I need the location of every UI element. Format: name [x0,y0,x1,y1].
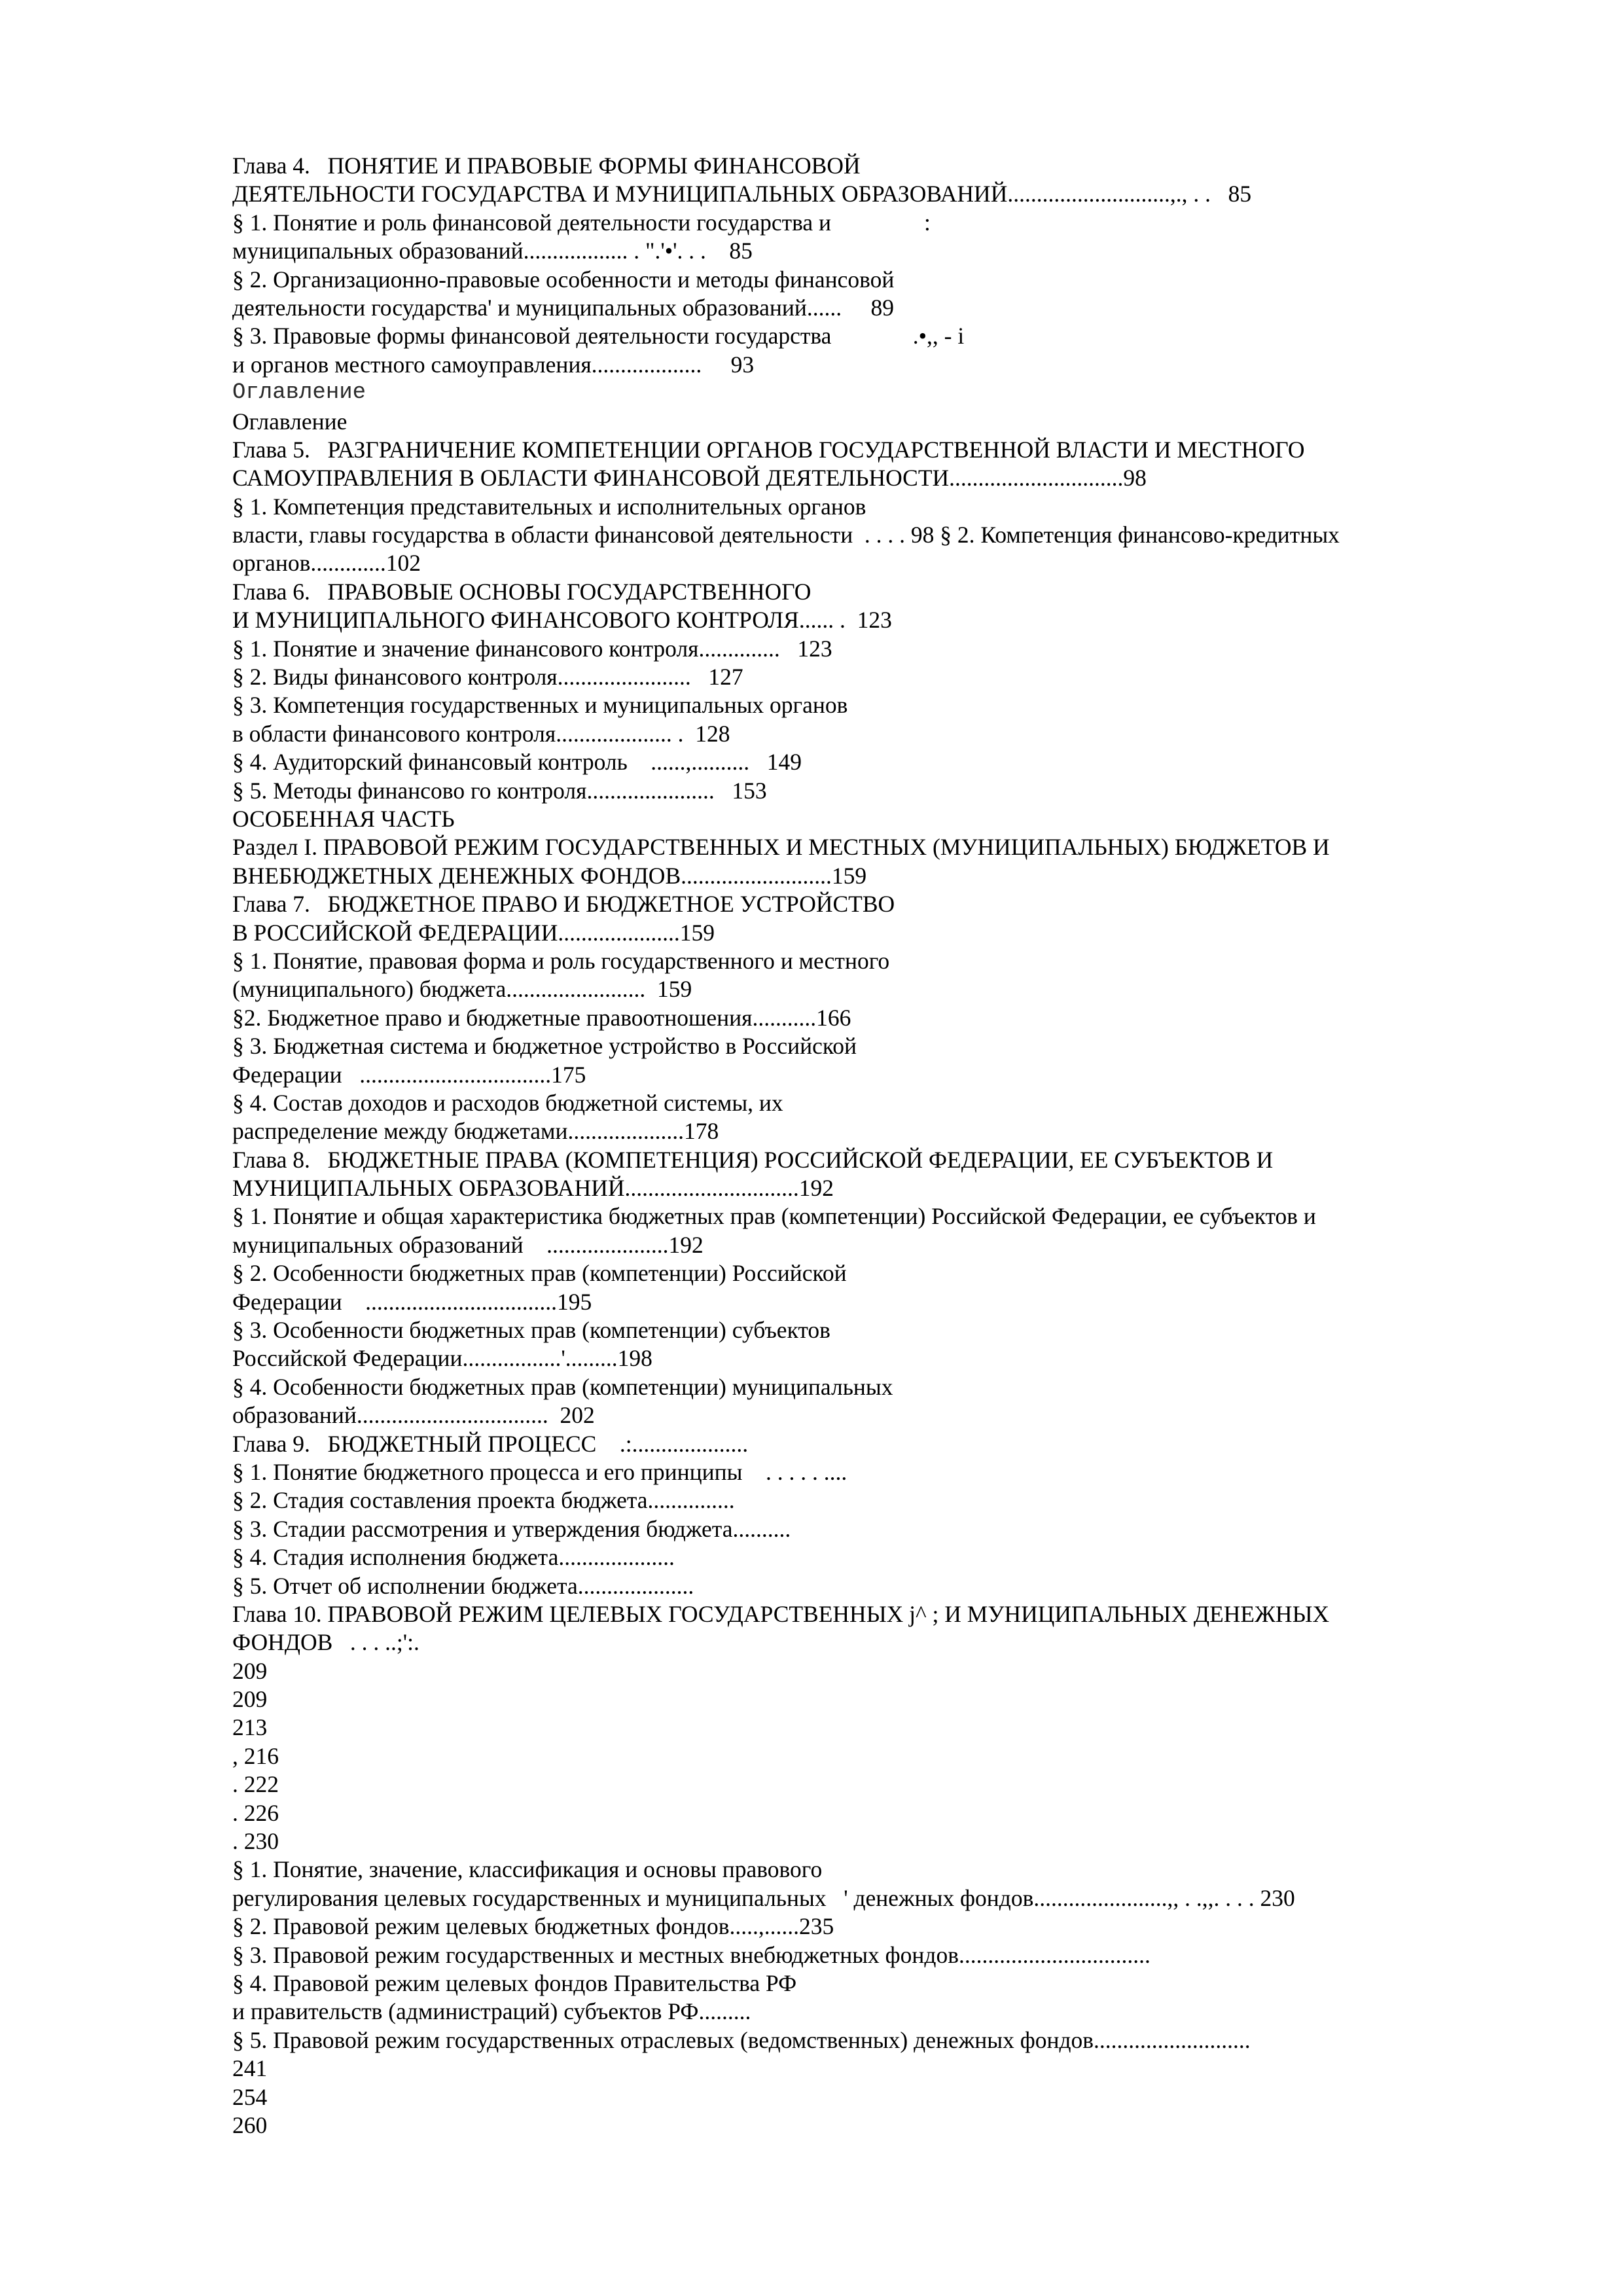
toc-line: муниципальных образований.................. . ".'•'. . . 85 [232,238,753,264]
toc-line: органов.............102 [232,550,421,577]
toc-line: Раздел I. ПРАВОВОЙ РЕЖИМ ГОСУДАРСТВЕННЫХ И МЕСТНЫХ (МУНИЦИПАЛЬНЫХ) БЮДЖЕТОВ И [232,834,1330,861]
toc-line: САМОУПРАВЛЕНИЯ В ОБЛАСТИ ФИНАНСОВОЙ ДЕЯТЕЛЬНОСТИ..............................98 [232,465,1147,492]
toc-line: § 1. Понятие и роль финансовой деятельности государства и : [232,209,931,236]
toc-line: (муниципального) бюджета........................ 159 [232,976,692,1003]
toc-line: муниципальных образований .....................192 [232,1231,704,1258]
toc-line: . 230 [232,1828,279,1855]
toc-line: § 4. Стадия исполнения бюджета.................... [232,1544,675,1571]
toc-line: ФОНДОВ . . . ..;':. [232,1629,419,1656]
toc-line: § 5. Методы финансово го контроля...................... 153 [232,777,767,804]
toc-line: § 5. Отчет об исполнении бюджета.................... [232,1572,694,1599]
toc-line: § 1. Понятие и общая характеристика бюджетных прав (компетенции) Российской Федерации, ее субъектов и [232,1203,1316,1230]
toc-line: Глава 8. БЮДЖЕТНЫЕ ПРАВА (КОМПЕТЕНЦИЯ) РОССИЙСКОЙ ФЕДЕРАЦИИ, ЕЕ СУБЪЕКТОВ И [232,1146,1274,1173]
toc-line: . 222 [232,1771,279,1798]
toc-line: 260 [232,2111,268,2138]
toc-line: § 5. Правовой режим государственных отраслевых (ведомственных) денежных фондов........................... [232,2026,1251,2053]
toc-line: 241 [232,2055,268,2082]
toc-line: § 3. Правовой режим государственных и местных внебюджетных фондов................................. [232,1941,1150,1968]
toc-line: власти, главы государства в области финансовой деятельности . . . . 98 § 2. Компетенция финансово-кредитных [232,522,1340,548]
toc-line: и правительств (администраций) субъектов РФ......... [232,1998,751,2025]
toc-line: 254 [232,2083,268,2110]
toc-line: § 2. Организационно-правовые особенности и методы финансовой [232,266,895,293]
toc-line: Глава 9. БЮДЖЕТНЫЙ ПРОЦЕСС .:.................... [232,1430,749,1457]
toc-line: § 3. Стадии рассмотрения и утверждения бюджета.......... [232,1515,791,1542]
toc-line: § 2. Правовой режим целевых бюджетных фондов.....,......235 [232,1913,834,1940]
toc-line: § 2. Особенности бюджетных прав (компетенции) Российской [232,1260,847,1287]
toc-line: § 4. Состав доходов и расходов бюджетной системы, их [232,1089,783,1116]
toc-line: § 4. Аудиторский финансовый контроль ......,.......... 149 [232,749,802,776]
toc-line: § 4. Правовой режим целевых фондов Правительства РФ [232,1970,797,1996]
toc-line: 213 [232,1714,268,1741]
toc-line: § 1. Понятие и значение финансового контроля.............. 123 [232,635,832,662]
toc-line: В РОССИЙСКОЙ ФЕДЕРАЦИИ.....................159 [232,919,715,946]
toc-line: МУНИЦИПАЛЬНЫХ ОБРАЗОВАНИЙ..............................192 [232,1175,834,1202]
toc-line: 209 [232,1657,268,1684]
toc-line: , 216 [232,1742,279,1769]
toc-line: §2. Бюджетное право и бюджетные правоотношения...........166 [232,1004,851,1031]
toc-line: ВНЕБЮДЖЕТНЫХ ДЕНЕЖНЫХ ФОНДОВ..........................159 [232,862,867,889]
toc-line: Российской Федерации.................'.........198 [232,1345,652,1372]
toc-line: Федерации .................................175 [232,1061,586,1088]
toc-line: § 1. Понятие бюджетного процесса и его принципы . . . . . .... [232,1458,847,1485]
toc-line: § 2. Виды финансового контроля....................... 127 [232,664,743,691]
toc-line: Оглавление [232,408,348,435]
toc-line: и органов местного самоуправления................... 93 [232,351,755,378]
toc-line: ДЕЯТЕЛЬНОСТИ ГОСУДАРСТВА И МУНИЦИПАЛЬНЫХ ОБРАЗОВАНИЙ............................,., . . 85 [232,181,1252,207]
toc-line: образований................................. 202 [232,1402,595,1429]
toc-line: . 226 [232,1799,279,1826]
toc-line: § 1. Компетенция представительных и исполнительных органов [232,493,866,520]
toc-line: Глава 4. ПОНЯТИЕ И ПРАВОВЫЕ ФОРМЫ ФИНАНСОВОЙ [232,152,861,179]
toc-line: И МУНИЦИПАЛЬНОГО ФИНАНСОВОГО КОНТРОЛЯ...... . 123 [232,607,892,634]
toc-line: § 3. Компетенция государственных и муниципальных органов [232,692,848,719]
toc-line: 209 [232,1686,268,1713]
toc-line: Глава 5. РАЗГРАНИЧЕНИЕ КОМПЕТЕНЦИИ ОРГАНОВ ГОСУДАРСТВЕННОЙ ВЛАСТИ И МЕСТНОГО [232,436,1305,463]
toc-line: § 4. Особенности бюджетных прав (компетенции) муниципальных [232,1373,893,1400]
toc-line: Глава 10. ПРАВОВОЙ РЕЖИМ ЦЕЛЕВЫХ ГОСУДАРСТВЕННЫХ j^ ; И МУНИЦИПАЛЬНЫХ ДЕНЕЖНЫХ [232,1600,1330,1627]
toc-line: § 1. Понятие, значение, классификация и основы правового [232,1856,823,1883]
toc-line: распределение между бюджетами....................178 [232,1118,719,1145]
toc-line: деятельности государства' и муниципальных образований...... 89 [232,294,894,321]
toc-line: § 3. Особенности бюджетных прав (компетенции) субъектов [232,1317,830,1344]
toc-line: в области финансового контроля.................... . 128 [232,720,730,747]
toc-line: § 3. Правовые формы финансовой деятельности государства .•,, - i [232,323,965,350]
table-of-contents [232,152,1541,2140]
toc-line: Федерации .................................195 [232,1288,592,1315]
toc-line: § 1. Понятие, правовая форма и роль государственного и местного [232,947,890,974]
toc-line: регулирования целевых государственных и муниципальных ' денежных фондов.......................,, . .,,. . . . 230 [232,1884,1295,1911]
toc-line: § 3. Бюджетная система и бюджетное устройство в Российской [232,1033,857,1060]
toc-line: Оглавление [232,380,366,406]
toc-line: ОСОБЕННАЯ ЧАСТЬ [232,805,455,832]
toc-line: Глава 6. ПРАВОВЫЕ ОСНОВЫ ГОСУДАРСТВЕННОГО [232,578,812,605]
toc-line: Глава 7. БЮДЖЕТНОЕ ПРАВО И БЮДЖЕТНОЕ УСТРОЙСТВО [232,891,895,918]
toc-line: § 2. Стадия составления проекта бюджета............... [232,1487,735,1514]
